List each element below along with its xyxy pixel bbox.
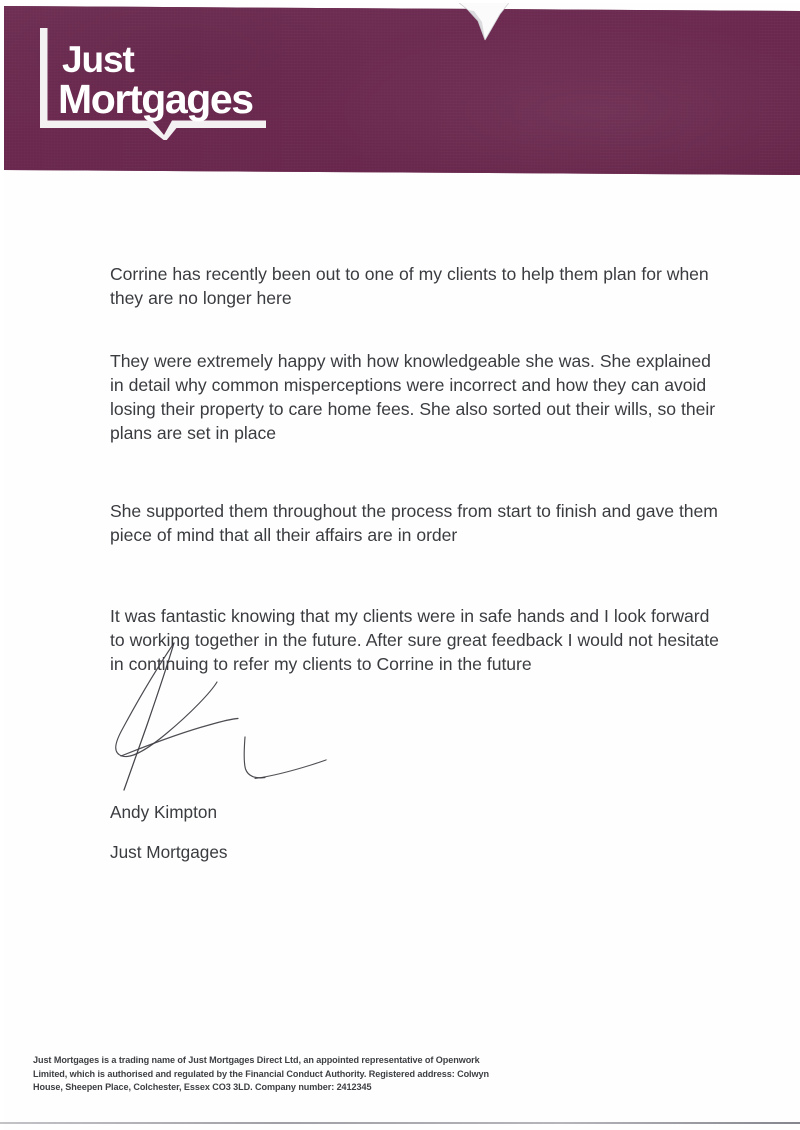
footer-line-2: Limited, which is authorised and regulated by the Financial Conduct Authority. Registered address: Colwyn bbox=[33, 1068, 489, 1079]
handwritten-signature bbox=[105, 640, 355, 805]
footer-line-3: House, Sheepen Place, Colchester, Essex CO3 3LD. Company number: 2412345 bbox=[33, 1082, 372, 1093]
letter-paragraph-2: They were extremely happy with how knowledgeable she was. She explained in detail why common misperceptions were incorrect and how they can avoid losing their property to care home fees. She also sorted out their wills, so their plans are set in place bbox=[110, 350, 716, 444]
letter-paragraph-3: She supported them throughout the process from start to finish and gave them piece of mind that all their affairs are in order bbox=[110, 500, 718, 545]
scan-edge-left bbox=[0, 0, 4, 1130]
letter-paragraph-4: It was fantastic knowing that my clients were in safe hands and I look forward to working together in the future. After sure great feedback I would not hesitate in continuing to refer my clients to Corrine in the future bbox=[110, 605, 719, 675]
logo-text-just: Just bbox=[62, 39, 134, 80]
footer-line-1: Just Mortgages is a trading name of Just Mortgages Direct Ltd, an appointed representative of Openwork bbox=[33, 1055, 480, 1065]
signature-author-name: Andy Kimpton bbox=[110, 802, 218, 822]
letter-paragraph-1: Corrine has recently been out to one of my clients to help them plan for when they are no longer here bbox=[110, 263, 709, 308]
logo-text-mortgages: Mortgages bbox=[58, 76, 253, 122]
footer-legal-text bbox=[33, 1054, 489, 1095]
scan-edge-top bbox=[0, 0, 800, 3]
scan-edge-bottom bbox=[0, 1122, 800, 1124]
signature-company-name: Just Mortgages bbox=[110, 842, 228, 862]
